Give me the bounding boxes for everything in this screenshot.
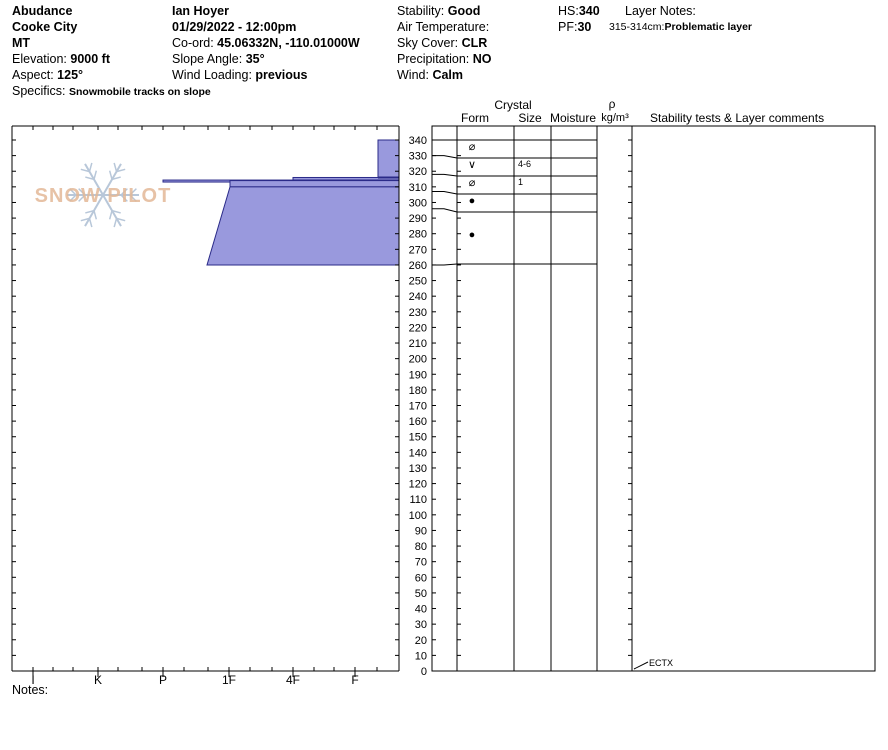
wind-loading-row: Wind Loading: previous xyxy=(172,68,308,82)
x-tick-label: I xyxy=(31,673,35,687)
y-tick-label: 120 xyxy=(408,478,427,491)
precip-value: NO xyxy=(472,52,492,66)
layer-size: 4-6 xyxy=(518,159,532,169)
y-tick-label: 40 xyxy=(414,603,427,616)
snowflake-icon xyxy=(90,163,92,172)
y-tick-label: 50 xyxy=(414,587,427,600)
y-tick-label: 180 xyxy=(408,384,427,397)
comments-header: Stability tests & Layer comments xyxy=(650,111,825,125)
form-header: Form xyxy=(461,111,489,125)
y-tick-label: 90 xyxy=(414,525,427,538)
x-tick-label: F xyxy=(351,673,359,687)
layer-notes-label: Layer Notes: xyxy=(625,4,696,18)
y-tick-label: 160 xyxy=(408,416,427,429)
layer-form-symbol: ● xyxy=(468,229,476,241)
stability-row: Stability: Good xyxy=(397,4,481,18)
aspect-value: 125° xyxy=(57,68,84,82)
rho-header: ρ xyxy=(608,97,616,111)
layer-connector xyxy=(432,192,457,194)
coord-row: Co-ord: 45.06332N, -110.01000W xyxy=(172,36,360,50)
layer-note-text: Problematic layer xyxy=(664,21,752,33)
specifics-value: Snowmobile tracks on slope xyxy=(68,86,211,98)
layer-connector xyxy=(432,174,457,176)
snowflake-icon xyxy=(90,218,92,227)
elevation-value: 9000 ft xyxy=(70,52,110,66)
location-name: Abudance xyxy=(12,4,73,18)
layer-connector xyxy=(432,264,457,265)
hardness-bar xyxy=(378,140,399,177)
snow-pilot-watermark: SNOW PILOT xyxy=(34,185,172,207)
state-name: MT xyxy=(12,36,31,50)
y-tick-label: 200 xyxy=(408,353,427,366)
hardness-bar xyxy=(230,181,399,187)
snowflake-icon xyxy=(114,218,116,227)
y-tick-label: 110 xyxy=(409,494,427,507)
y-tick-label: 290 xyxy=(408,213,427,226)
y-tick-label: 100 xyxy=(408,509,427,522)
layer-form-symbol: ⌀ xyxy=(468,177,476,189)
y-tick-label: 60 xyxy=(414,572,427,585)
snowflake-icon xyxy=(94,211,96,220)
y-tick-label: 10 xyxy=(414,650,427,663)
hs-row: HS:340 xyxy=(558,4,600,18)
y-tick-label: 20 xyxy=(414,634,427,647)
snowflake-icon xyxy=(114,163,116,172)
area-name: Cooke City xyxy=(12,20,78,34)
y-tick-label: 170 xyxy=(408,400,427,413)
y-tick-label: 210 xyxy=(408,338,427,351)
y-tick-label: 190 xyxy=(408,369,427,382)
layer-connector xyxy=(432,209,457,212)
hs-value: 340 xyxy=(578,4,600,18)
wind-loading-value: previous xyxy=(255,68,308,82)
y-tick-label: 260 xyxy=(408,259,427,272)
y-tick-label: 0 xyxy=(420,666,427,678)
x-tick-label: 4F xyxy=(285,673,301,687)
y-tick-label: 70 xyxy=(414,556,427,569)
y-tick-label: 330 xyxy=(408,150,427,163)
air-temp-row: Air Temperature: xyxy=(397,20,490,34)
y-tick-label: 280 xyxy=(408,228,427,241)
snowflake-icon xyxy=(110,211,112,220)
observation-datetime: 01/29/2022 - 12:00pm xyxy=(172,20,297,34)
layer-connector xyxy=(432,156,457,158)
wind-value: Calm xyxy=(432,68,464,82)
y-tick-label: 310 xyxy=(408,181,427,194)
y-tick-label: 140 xyxy=(408,447,427,460)
precip-row: Precipitation: NO xyxy=(397,52,492,66)
pf-row: PF:30 xyxy=(558,20,592,34)
size-header: Size xyxy=(518,111,542,125)
hardness-bar xyxy=(207,187,399,265)
layer-note-range: 315-314cm: xyxy=(609,21,665,33)
density-unit-header: kg/m³ xyxy=(601,112,629,124)
layer-form-symbol: ∨ xyxy=(467,159,477,171)
observer-name: Ian Hoyer xyxy=(172,4,229,18)
test-pointer xyxy=(634,662,648,669)
crystal-header: Crystal xyxy=(494,98,532,112)
layer-size: 1 xyxy=(518,177,524,187)
stability-value: Good xyxy=(447,4,481,18)
layer-form-symbol: ● xyxy=(468,195,476,207)
y-tick-label: 320 xyxy=(408,166,427,179)
y-tick-label: 30 xyxy=(414,619,427,632)
stability-test-label: ECTX xyxy=(649,658,674,668)
y-tick-label: 300 xyxy=(408,197,427,210)
y-tick-label: 130 xyxy=(408,462,427,475)
snowflake-icon xyxy=(94,171,96,180)
moisture-header: Moisture xyxy=(549,111,597,125)
sky-row: Sky Cover: CLR xyxy=(397,36,488,50)
x-tick-label: K xyxy=(93,673,103,687)
y-tick-label: 250 xyxy=(408,275,427,288)
y-tick-label: 230 xyxy=(408,306,427,319)
y-tick-label: 220 xyxy=(408,322,427,335)
layer-form-symbol: ⌀ xyxy=(468,141,476,153)
y-tick-label: 340 xyxy=(408,135,427,147)
slope-row: Slope Angle: 35° xyxy=(172,52,265,66)
y-tick-label: 80 xyxy=(414,541,427,554)
wind-row: Wind: Calm xyxy=(397,68,464,82)
x-tick-label: P xyxy=(158,673,168,687)
pf-value: 30 xyxy=(577,20,592,34)
snowflake-icon xyxy=(110,171,112,180)
y-tick-label: 240 xyxy=(408,291,427,304)
coord-value: 45.06332N, -110.01000W xyxy=(217,36,360,50)
aspect-row: Aspect: 125° xyxy=(12,68,84,82)
specifics-row: Specifics: Snowmobile tracks on slope xyxy=(12,84,211,98)
notes-label: Notes: xyxy=(12,683,49,697)
table-frame xyxy=(432,126,875,671)
x-tick-label: 1F xyxy=(221,673,237,687)
y-tick-label: 270 xyxy=(408,244,427,257)
y-tick-label: 150 xyxy=(408,431,427,444)
elevation-row: Elevation: 9000 ft xyxy=(12,52,110,66)
sky-value: CLR xyxy=(461,36,488,50)
slope-value: 35° xyxy=(245,52,265,66)
